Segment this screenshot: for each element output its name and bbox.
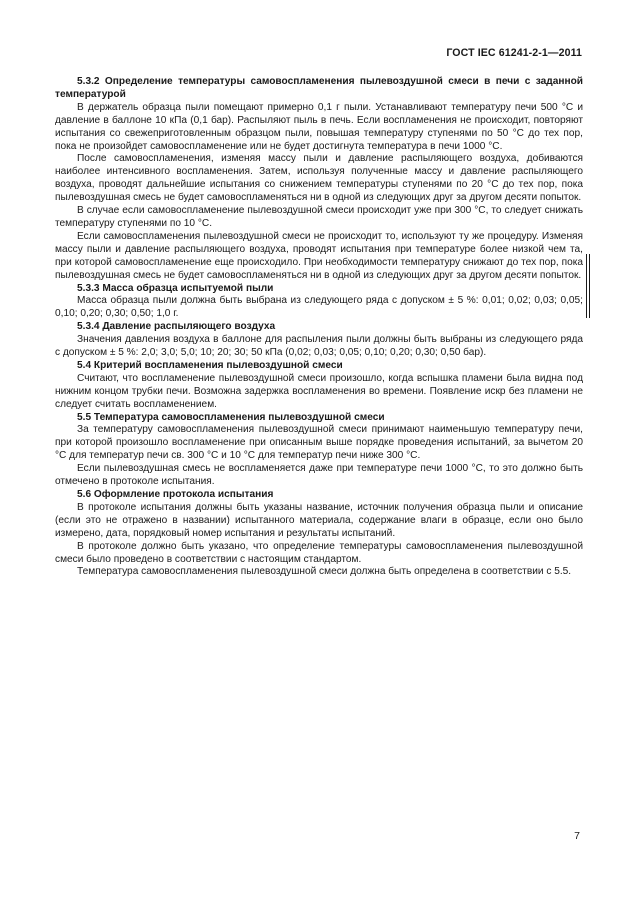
paragraph: В держатель образца пыли помещают примерно 0,1 г пыли. Устанавливают температуру печи 500 °С и давление в баллоне 10 кПа (0,1 бар). Распыляют пыль в печь. Если воспламенения не происходит, повторяют испытания со свежеприготовленным образцом пыли, повышая температуру ступенями по 50 °С до тех пор, пока не произойдет самовоспламенение или не будет достигнута температура в печи 1000 °С. [55, 101, 583, 152]
paragraph: Если пылевоздушная смесь не воспламеняется даже при температуре печи 1000 °С, то это должно быть отмечено в протоколе испытания. [55, 463, 583, 488]
paragraph: За температуру самовоспламенения пылевоздушной смеси принимают наименьшую температуру печи, при которой произошло воспламенение при описанным выше порядке проведения испытаний, за вычетом 20 °С для температур печи св. 300 °С и 10 °С для температур печи ниже 300 °С. [55, 424, 583, 462]
paragraph: В протоколе испытания должны быть указаны название, источник получения образца пыли и описание (если это не отражено в названии) испытанного материала, содержание влаги в образце, если оно было измерено, дата, порядковый номер испытания и результаты испытаний. [55, 501, 583, 539]
paragraph: Если самовоспламенения пылевоздушной смеси не происходит то, используют ту же процедуру. Изменяя массу пыли и давление распыляющего воздуха, проводят испытания при температуре более низкой чем та, при которой самовоспламенение еще происходило. При необходимости температуру снижают до тех пор, пока пылевоздушная смесь не будет самовоспламеняться ни в одной из следующих друг за другом десяти попыток. [55, 230, 583, 281]
paragraph: В случае если самовоспламенение пылевоздушной смеси происходит уже при 300 °С, то следует снижать температуру ступенями по 10 °С. [55, 205, 583, 229]
document-header: ГОСТ IEC 61241-2-1—2011 [446, 47, 582, 59]
paragraph: В протоколе должно быть указано, что определение температуры самовоспламенения пылевоздушной смеси было проведено в соответствии с настоящим стандартом. [55, 540, 583, 565]
section-heading-5-5: 5.5 Температура самовоспламенения пылевоздушной смеси [77, 411, 385, 423]
section-heading-5-6: 5.6 Оформление протокола испытания [77, 489, 274, 500]
paragraph: Температура самовоспламенения пылевоздушной смеси должна быть определена в соответствии с 5.5. [77, 566, 572, 578]
revision-change-bar [586, 254, 590, 318]
document-body [55, 76, 583, 579]
page-number: 7 [574, 830, 580, 842]
section-heading-5-4: 5.4 Критерий воспламенения пылевоздушной смеси [77, 359, 343, 371]
section-heading-5-3-3: 5.3.3 Масса образца испытуемой пыли [77, 282, 274, 294]
paragraph: После самовоспламенения, изменяя массу пыли и давление распыляющего воздуха, добиваются наиболее интенсивного воспламенения. Затем, используя полученные массу и давление распыляющего воздуха, проводят дальнейшие испытания со снижением температуры ступенями по 20 °С до тех пор, пока пылевоздушная смесь не будет самовоспламеняться ни в одной из следующих друг за другом десяти попыток. [55, 153, 583, 204]
section-heading-5-3-2: 5.3.2 Определение температуры самовоспламенения пылевоздушной смеси в печи с заданной температурой [55, 76, 583, 100]
section-heading-5-3-4: 5.3.4 Давление распыляющего воздуха [77, 321, 276, 333]
paragraph: Масса образца пыли должна быть выбрана из следующего ряда с допуском ± 5 %: 0,01; 0,02; 0,03; 0,05; 0,10; 0,20; 0,30; 0,50; 1,0 г. [55, 295, 583, 320]
paragraph: Считают, что воспламенение пылевоздушной смеси произошло, когда вспышка пламени была видна под нижним концом трубки печи. Возможна задержка воспламенения во времени. Появление искр без пламени не следует считать воспламенением. [55, 372, 583, 410]
paragraph: Значения давления воздуха в баллоне для распыления пыли должны быть выбраны из следующего ряда с допуском ± 5 %: 2,0; 3,0; 5,0; 10; 20; 30; 50 кПа (0,02; 0,03; 0,05; 0,10; 0,20; 0,30; 0,50 бар). [55, 334, 583, 359]
